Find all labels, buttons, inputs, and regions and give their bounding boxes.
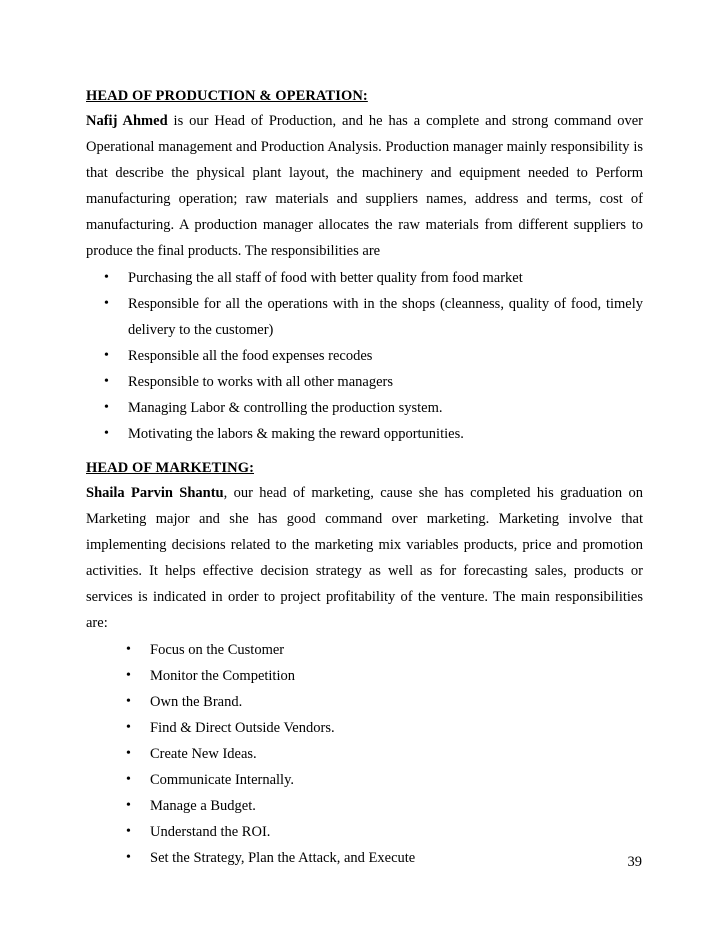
heading-production: HEAD OF PRODUCTION & OPERATION: xyxy=(86,88,368,104)
bullet-icon: • xyxy=(104,425,109,441)
section-production xyxy=(86,86,643,447)
bullet-icon: • xyxy=(104,373,109,389)
bullet-icon: • xyxy=(126,849,131,865)
bullet-icon: • xyxy=(126,667,131,683)
list-item: • Monitor the Competition xyxy=(86,663,643,689)
heading-marketing: HEAD OF MARKETING: xyxy=(86,460,255,476)
bullet-icon: • xyxy=(104,295,109,311)
bullet-icon: • xyxy=(126,823,131,839)
section-marketing xyxy=(86,458,643,871)
bullet-icon: • xyxy=(104,347,109,363)
list-item: • Communicate Internally. xyxy=(86,767,643,793)
paragraph-marketing-text: , our head of marketing, cause she has completed his graduation on Marketing major and she has good command over marketing. Marketing involve that implementing decisions related to the marketing mix variables products, price and promotion activities. It helps effective decision strategy as well as for forecasting sales, products or services is indicated in order to project profitability of the venture. The main responsibilities are: xyxy=(86,485,643,632)
bullet-icon: • xyxy=(126,771,131,787)
list-item: • Find & Direct Outside Vendors. xyxy=(86,715,643,741)
paragraph-production xyxy=(86,108,643,265)
list-item: • Responsible for all the operations with in the shops (cleanness, quality of food, timely delivery to the customer) xyxy=(86,291,643,343)
bullet-icon: • xyxy=(104,399,109,415)
list-item: • Purchasing the all staff of food with better quality from food market xyxy=(86,265,643,291)
page-number: 39 xyxy=(627,854,642,870)
paragraph-production-text: is our Head of Production, and he has a complete and strong command over Operational management and Production Analysis. Production manager mainly responsibility is that describe the physical plant layout, the machinery and equipment needed to Perform manufacturing operation; raw materials and suppliers names, address and terms, cost of manufacturing. A production manager allocates the raw materials from different suppliers to produce the final products. The responsibilities are xyxy=(86,113,643,260)
person-name-marketing: Shaila Parvin Shantu xyxy=(86,485,224,501)
bullet-icon: • xyxy=(126,797,131,813)
production-responsibilities-list xyxy=(86,265,643,447)
list-item: • Own the Brand. xyxy=(86,689,643,715)
bullet-icon: • xyxy=(126,745,131,761)
bullet-icon: • xyxy=(104,269,109,285)
list-item: • Focus on the Customer xyxy=(86,637,643,663)
bullet-icon: • xyxy=(126,719,131,735)
list-item: • Responsible all the food expenses recodes xyxy=(86,343,643,369)
bullet-icon: • xyxy=(126,641,131,657)
list-item: • Create New Ideas. xyxy=(86,741,643,767)
list-item: • Set the Strategy, Plan the Attack, and Execute xyxy=(86,845,643,871)
paragraph-marketing xyxy=(86,480,643,637)
list-item: • Motivating the labors & making the reward opportunities. xyxy=(86,421,643,447)
bullet-icon: • xyxy=(126,693,131,709)
marketing-responsibilities-list xyxy=(86,637,643,871)
person-name-production: Nafij Ahmed xyxy=(86,113,168,129)
list-item: • Responsible to works with all other managers xyxy=(86,369,643,395)
list-item: • Managing Labor & controlling the production system. xyxy=(86,395,643,421)
list-item: • Understand the ROI. xyxy=(86,819,643,845)
list-item: • Manage a Budget. xyxy=(86,793,643,819)
